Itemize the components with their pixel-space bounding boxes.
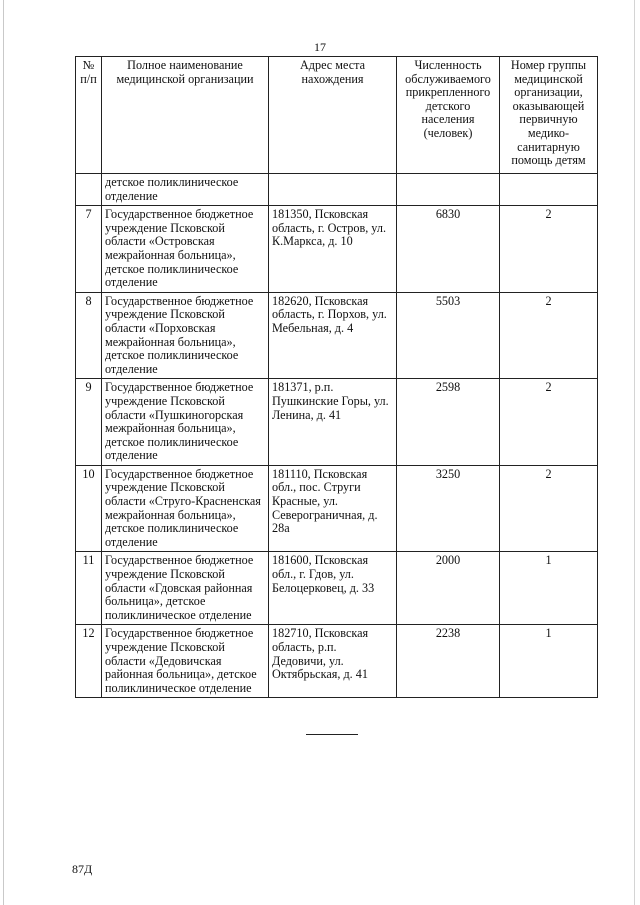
footer-code: 87Д <box>72 862 93 876</box>
cell-num <box>76 174 102 206</box>
cell-name: Государственное бюджетное учреждение Псковской области «Гдовская районная больница», детское поликлиническое отделение <box>102 552 269 625</box>
cell-num: 12 <box>76 625 102 698</box>
page-number: 17 <box>314 40 326 54</box>
cell-address: 181600, Псковская обл., г. Гдов, ул. Белоцерковец, д. 33 <box>269 552 397 625</box>
scan-edge-right <box>634 0 635 905</box>
cell-name: Государственное бюджетное учреждение Псковской области «Порховская межрайонная больница», детское поликлиническое отделение <box>102 292 269 379</box>
header-num: № п/п <box>76 57 102 174</box>
cell-population <box>397 174 500 206</box>
cell-population: 5503 <box>397 292 500 379</box>
cell-population: 6830 <box>397 206 500 293</box>
cell-address: 182620, Псковская область, г. Порхов, ул. Мебельная, д. 4 <box>269 292 397 379</box>
cell-group: 2 <box>500 206 598 293</box>
table-header-row <box>76 57 598 174</box>
table-row <box>76 292 598 379</box>
table-row <box>76 552 598 625</box>
cell-name: Государственное бюджетное учреждение Псковской области «Струго-Красненская межрайонная больница», детское поликлиническое отделение <box>102 465 269 552</box>
cell-population: 3250 <box>397 465 500 552</box>
cell-group <box>500 174 598 206</box>
cell-address: 181350, Псковская область, г. Остров, ул. К.Маркса, д. 10 <box>269 206 397 293</box>
medical-organizations-table <box>75 56 598 698</box>
table-row <box>76 379 598 466</box>
table-row <box>76 206 598 293</box>
cell-population: 2598 <box>397 379 500 466</box>
cell-num: 11 <box>76 552 102 625</box>
cell-population: 2000 <box>397 552 500 625</box>
header-population: Численность обслуживаемого прикрепленного детского населения (человек) <box>397 57 500 174</box>
cell-name: Государственное бюджетное учреждение Псковской области «Островская межрайонная больница», детское поликлиническое отделение <box>102 206 269 293</box>
cell-num: 10 <box>76 465 102 552</box>
header-address: Адрес места нахождения <box>269 57 397 174</box>
header-group: Номер группы медицинской организации, оказывающей первичную медико-санитарную помощь детям <box>500 57 598 174</box>
cell-population: 2238 <box>397 625 500 698</box>
cell-group: 2 <box>500 292 598 379</box>
cell-name: детское поликлиническое отделение <box>102 174 269 206</box>
scan-edge-left <box>3 0 4 905</box>
cell-num: 9 <box>76 379 102 466</box>
cell-address: 181371, р.п. Пушкинские Горы, ул. Ленина, д. 41 <box>269 379 397 466</box>
end-rule <box>306 734 358 735</box>
table-row <box>76 625 598 698</box>
continuation-row <box>76 174 598 206</box>
cell-address <box>269 174 397 206</box>
cell-group: 2 <box>500 465 598 552</box>
cell-address: 181110, Псковская обл., пос. Струги Красные, ул. Северограничная, д. 28а <box>269 465 397 552</box>
cell-group: 1 <box>500 552 598 625</box>
table-row <box>76 465 598 552</box>
cell-num: 8 <box>76 292 102 379</box>
header-name: Полное наименование медицинской организации <box>102 57 269 174</box>
cell-name: Государственное бюджетное учреждение Псковской области «Дедовичская районная больница», детское поликлиническое отделение <box>102 625 269 698</box>
cell-group: 2 <box>500 379 598 466</box>
cell-num: 7 <box>76 206 102 293</box>
cell-group: 1 <box>500 625 598 698</box>
cell-address: 182710, Псковская область, р.п. Дедовичи, ул. Октябрьская, д. 41 <box>269 625 397 698</box>
cell-name: Государственное бюджетное учреждение Псковской области «Пушкиногорская межрайонная больница», детское поликлиническое отделение <box>102 379 269 466</box>
